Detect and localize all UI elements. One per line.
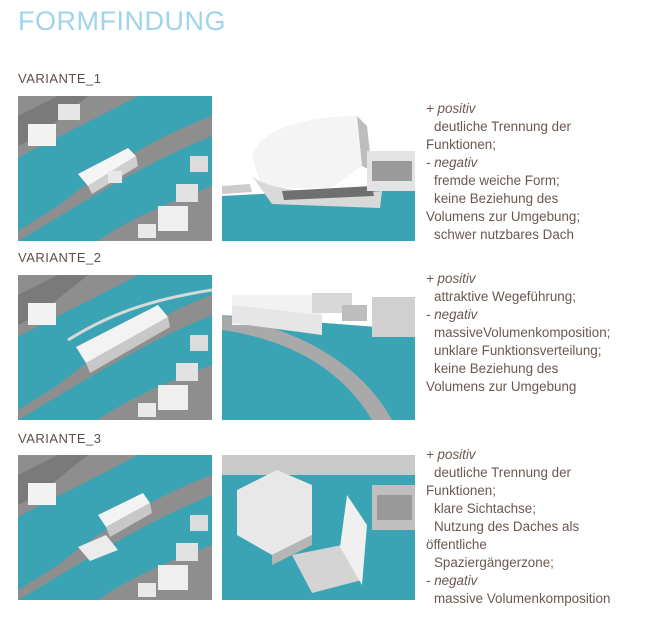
variant-1-negative-item: keine Beziehung des bbox=[434, 191, 559, 206]
variant-2-positive-heading: + positiv bbox=[426, 271, 476, 286]
variant-2-perspective-render bbox=[222, 275, 415, 420]
variant-3-negative-label: negativ bbox=[434, 573, 478, 588]
variant-2-negative-item: Volumens zur Umgebung bbox=[426, 379, 577, 394]
variant-3-negative-item: massive Volumenkomposition bbox=[434, 591, 611, 606]
variant-2-label: VARIANTE_2 bbox=[18, 250, 102, 265]
variant-2-negative-label: negativ bbox=[434, 307, 478, 322]
variant-1-negative-item: fremde weiche Form; bbox=[434, 173, 560, 188]
variant-1-positive-label: positiv bbox=[437, 101, 476, 116]
variant-1-label: VARIANTE_1 bbox=[18, 71, 102, 86]
variant-2-negative-item: unklare Funktionsverteilung; bbox=[434, 343, 602, 358]
variant-3-positive-heading: + positiv bbox=[426, 447, 476, 462]
variant-1-positive-item: deutliche Trennung der bbox=[434, 119, 571, 134]
variant-1-evaluation bbox=[426, 100, 580, 244]
variant-3-positive-item: öffentliche bbox=[426, 537, 487, 552]
variant-1-negative-item: schwer nutzbares Dach bbox=[434, 227, 574, 242]
variant-2-negative-item: keine Beziehung des bbox=[434, 361, 559, 376]
variant-1-positive-heading: + positiv bbox=[426, 101, 476, 116]
variant-3-negative-heading: - negativ bbox=[426, 573, 478, 588]
page-title: FORMFINDUNG bbox=[18, 6, 226, 36]
variant-3-label: VARIANTE_3 bbox=[18, 431, 102, 446]
variant-1-positive-item: Funktionen; bbox=[426, 137, 496, 152]
variant-2-aerial-render bbox=[18, 275, 212, 420]
variant-3-positive-item: Spaziergängerzone; bbox=[434, 555, 554, 570]
variant-1-aerial-render bbox=[18, 96, 212, 241]
variant-3-positive-label: positiv bbox=[437, 447, 476, 462]
variant-1-negative-item: Volumens zur Umgebung; bbox=[426, 209, 581, 224]
variant-3-positive-item: Nutzung des Daches als bbox=[434, 519, 580, 534]
variant-1-negative-label: negativ bbox=[434, 155, 478, 170]
variant-2-negative-heading: - negativ bbox=[426, 307, 478, 322]
variant-1-negative-heading: - negativ bbox=[426, 155, 478, 170]
variant-2-negative-item: massiveVolumenkomposition; bbox=[434, 325, 611, 340]
variant-1-perspective-render bbox=[222, 96, 415, 241]
variant-3-evaluation bbox=[426, 446, 610, 608]
variant-3-positive-item: klare Sichtachse; bbox=[434, 501, 536, 516]
variant-3-positive-item: Funktionen; bbox=[426, 483, 496, 498]
variant-2-positive-label: positiv bbox=[437, 271, 476, 286]
variant-3-aerial-render bbox=[18, 455, 212, 600]
variant-3-positive-item: deutliche Trennung der bbox=[434, 465, 571, 480]
variant-2-positive-item: attraktive Wegeführung; bbox=[434, 289, 576, 304]
variant-2-evaluation bbox=[426, 270, 610, 396]
variant-3-perspective-render bbox=[222, 455, 415, 600]
